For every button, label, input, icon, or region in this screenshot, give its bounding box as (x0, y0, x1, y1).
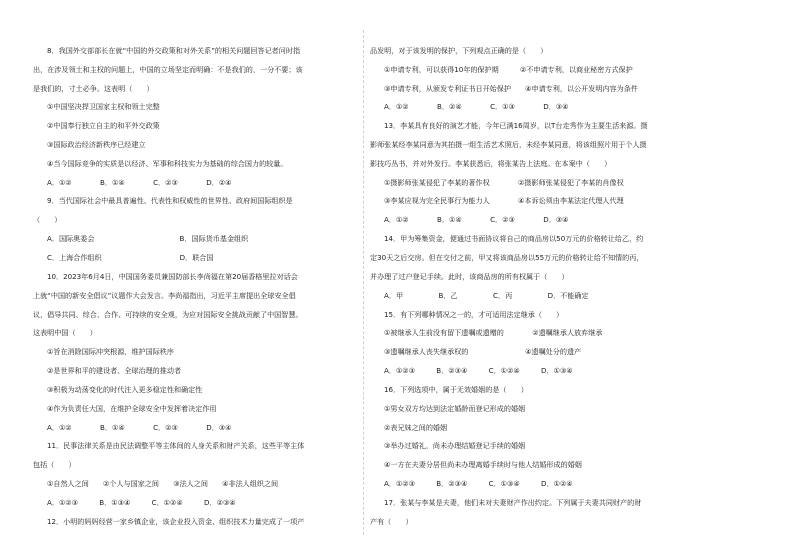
right-column-line: ③申请专利，从颁发专利证书日开始保护 ④申请专利，以公开发明内容为条件 (384, 84, 638, 93)
left-column-line: （ ） (33, 215, 62, 224)
left-column-line: C．上海合作组织 D．联合国 (47, 253, 214, 262)
right-column-line: 16．下列选项中，属于无效婚姻的是（ ） (384, 385, 528, 394)
right-column-line: A．①② B．①④ C．②③ D．③④ (384, 215, 569, 224)
left-column-line: 9．当代国际社会中最具普遍性、代表性和权威性的世界性、政府间国际组织是 (47, 196, 293, 205)
left-column-line: A．①② B．①④ C．②③ D．②④ (47, 178, 232, 187)
left-column-line: 12．小明的妈妈经营一家乡镇企业，该企业投入资金、组织技术力量完成了一项产 (47, 517, 305, 526)
left-column-line: 8．我国外交部部长在就“中国的外交政策和对外关系”的相关问题回答记者问时指 (47, 46, 301, 55)
left-column-line: 10．2023年6月4日，中国国务委员兼国防部长李尚福在第20届香格里拉对话会 (47, 272, 298, 281)
left-column-line: A．①② B．①④ C．②③ D．③④ (47, 423, 232, 432)
left-column-line: 出，在涉及领土和主权的问题上，中国的立场坚定而明确：不是我们的，一分不要；该 (33, 65, 303, 74)
left-column-line: ①旨在消除国际冲突根源，维护国际秩序 (47, 347, 174, 356)
right-column-line: ④一方在夫妻分居但尚未办理离婚手续时与他人结婚形成的婚姻 (384, 460, 582, 469)
column-divider (363, 30, 364, 535)
right-column-line: 影技巧丛书，并对外发行。李某获悉后，将张某告上法庭。在本案中（ ） (370, 159, 612, 168)
left-column-line: A．国际奥委会 B．国际货币基金组织 (47, 234, 249, 243)
right-column-line: 17．张某与李某是夫妻，他们未对夫妻财产作出约定。下列属于夫妻共同财产的财 (384, 498, 642, 507)
left-column-line: ③国际政治经济新秩序已经建立 (47, 140, 146, 149)
left-column-line: ②中国奉行独立自主的和平外交政策 (47, 121, 160, 130)
right-column-line: 15．有下列哪种情况之一的，才可适用法定继承（ ） (384, 310, 564, 319)
right-column-line: ①申请专利，可以获得10年的保护期 ②不申请专利，以商业秘密方式保护 (384, 65, 633, 74)
right-column-line: ②表兄妹之间的婚姻 (384, 423, 448, 432)
right-column-line: ①男女双方均达到法定婚龄而登记形成的婚姻 (384, 404, 526, 413)
right-column-line: ③举办过婚礼，尚未办理结婚登记手续的婚姻 (384, 441, 526, 450)
right-column-line: ①被继承人生前没有留下遗嘱或遗赠的 ②遗嘱继承人放弃继承 (384, 328, 603, 337)
right-column-line: 影师张某经李某同意为其拍摄一组生活艺术照后，未经李某同意，将该组照片用于个人摄 (370, 140, 647, 149)
left-column-line: 这表明中国（ ） (33, 328, 97, 337)
right-column-line: 定30天之后交房。但在交付之前，甲又将该商品房以55万元的价格转让给不知情的丙， (370, 253, 644, 262)
right-column-line: A．①② B．②④ C．①③ D．③④ (384, 102, 569, 111)
left-column-line: 上就“中国的新安全倡议”议题作大会发言。李尚福指出，习近平主席提出全球安全倡 (33, 291, 296, 300)
right-column-line: 14．甲为筹集资金，便通过书面协议将自己的商品房以50万元的价格转让给乙，约 (384, 234, 644, 243)
left-column-line: ④作为负责任大国，在维护全球安全中发挥着决定作用 (47, 404, 217, 413)
left-column-line: ①中国坚决捍卫国家主权和领土完整 (47, 102, 160, 111)
right-column-line: ①摄影师张某侵犯了李某的著作权 ②摄影师张某侵犯了李某的肖像权 (384, 178, 624, 187)
left-column-line: ④当今国际竞争的实质是以经济、军事和科技实力为基础的综合国力的较量。 (47, 159, 288, 168)
left-column-line: ①自然人之间 ②个人与国家之间 ③法人之间 ④非法人组织之间 (47, 479, 279, 488)
right-column-line: 产有（ ） (370, 517, 413, 526)
right-column-line: A．甲 B．乙 C．丙 D．不能确定 (384, 291, 589, 300)
left-column-line: 议，倡导共同、综合、合作、可持续的安全观，为应对国际安全挑战贡献了中国智慧。 (33, 310, 303, 319)
right-column-line: 品发明，对于该发明的保护，下列观点正确的是（ ） (370, 46, 548, 55)
right-column-line: ③李某应视为完全民事行为能力人 ④本诉讼须由李某法定代理人代理 (384, 196, 624, 205)
left-column-line: A．①②③ B．①③④ C．①②④ D．②③④ (47, 498, 236, 507)
right-column-line: 13．李某具有良好的演艺才能，今年已满16周岁，以T台走秀作为主要生活来源。摄 (384, 121, 648, 130)
right-column-line: A．①②③ B．②③④ C．①③④ D．①②④ (384, 479, 573, 488)
right-column-line: ③遗嘱继承人丧失继承权的 ④遗嘱处分的遗产 (384, 347, 582, 356)
left-column-line: ②是世界和平的建设者、全球治理的推动者 (47, 366, 182, 375)
left-column-line: ③积极为动荡变化的时代注入更多稳定性和确定性 (47, 385, 203, 394)
left-column-line: 是我们的，寸土必争。这表明（ ） (33, 84, 154, 93)
left-column-line: 包括（ ） (33, 460, 76, 469)
right-column-line: 并办理了过户登记手续。此时，该商品房的所有权属于（ ） (370, 272, 569, 281)
left-column-line: 11．民事法律关系是由民法调整平等主体间的人身关系和财产关系，这些平等主体 (47, 441, 305, 450)
right-column-line: A．①②③ B．②③④ C．①②④ D．①③④ (384, 366, 573, 375)
